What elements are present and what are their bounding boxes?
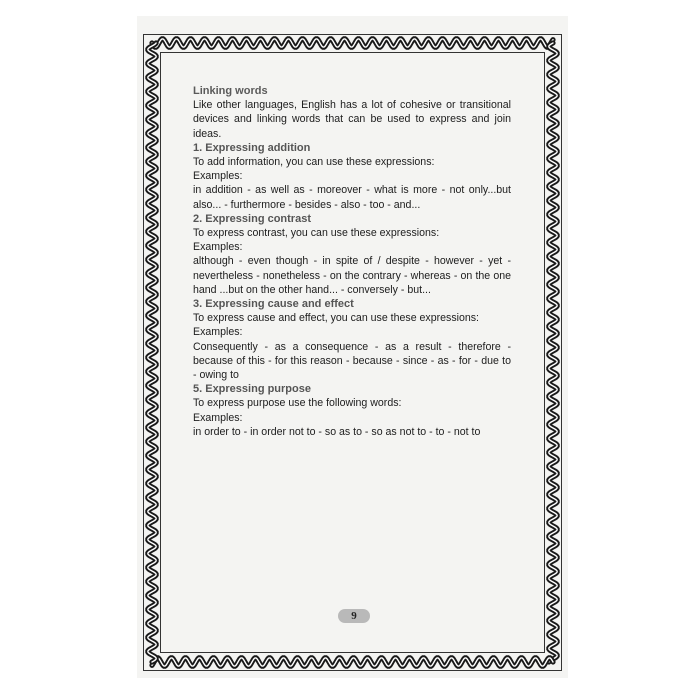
section-heading: 2. Expressing contrast bbox=[193, 212, 311, 225]
examples-label: Examples: bbox=[193, 411, 243, 424]
examples-label: Examples: bbox=[193, 326, 243, 339]
section-lead: To express cause and effect, you can use these expressions: bbox=[193, 312, 480, 325]
section-contrast bbox=[193, 212, 511, 297]
page-number-badge: 9 bbox=[338, 609, 370, 623]
section-cause-effect bbox=[193, 297, 511, 382]
document-content bbox=[193, 84, 511, 439]
section-lead: To add information, you can use these expressions: bbox=[193, 156, 435, 169]
intro-paragraph: Like other languages, English has a lot of cohesive or transitional devices and linking words that can be used to express and join ideas. bbox=[193, 99, 511, 140]
section-purpose bbox=[193, 382, 511, 439]
section-examples: although - even though - in spite of / despite - however - yet - nevertheless - nonetheless - on the contrary - whereas - on the one hand ...but on the other hand... - conversely - but... bbox=[193, 255, 511, 296]
section-lead: To express purpose use the following words: bbox=[193, 397, 402, 410]
section-addition bbox=[193, 141, 511, 212]
section-heading: 5. Expressing purpose bbox=[193, 383, 311, 396]
section-examples: in order to - in order not to - so as to - so as not to - to - not to bbox=[193, 425, 481, 438]
section-lead: To express contrast, you can use these expressions: bbox=[193, 227, 440, 240]
section-examples: in addition - as well as - moreover - what is more - not only...but also... - furthermore - besides - also - too - and... bbox=[193, 184, 511, 211]
page-title: Linking words bbox=[193, 85, 268, 97]
section-heading: 1. Expressing addition bbox=[193, 141, 311, 154]
examples-label: Examples: bbox=[193, 241, 243, 254]
examples-label: Examples: bbox=[193, 170, 243, 183]
section-examples: Consequently - as a consequence - as a result - therefore - because of this - for this reason - because - since - as - for - due to - owing to bbox=[193, 340, 511, 382]
section-heading: 3. Expressing cause and effect bbox=[193, 298, 354, 311]
